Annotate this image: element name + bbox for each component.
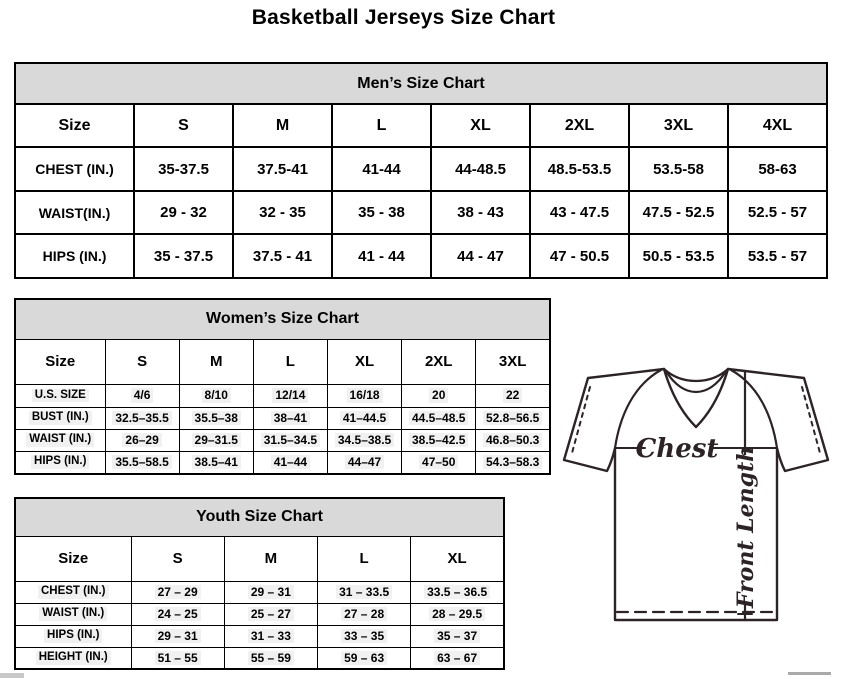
mens-size-header: L <box>332 104 431 147</box>
cell: 52.5 - 57 <box>728 191 827 234</box>
cell: 44 - 47 <box>431 234 530 278</box>
womens-table-title: Women’s Size Chart <box>15 299 550 339</box>
cell: 33.5 – 36.5 <box>411 581 504 603</box>
womens-size-header: M <box>179 339 253 384</box>
cell: 22 <box>476 384 550 407</box>
cell: 25 – 27 <box>224 603 317 625</box>
mens-table-title: Men’s Size Chart <box>15 63 827 104</box>
mens-size-header: 3XL <box>629 104 728 147</box>
cell: 44-48.5 <box>431 147 530 191</box>
cell: 37.5-41 <box>233 147 332 191</box>
cell: 32.5–35.5 <box>105 407 179 429</box>
youth-table-title: Youth Size Chart <box>15 498 504 536</box>
cell: 53.5-58 <box>629 147 728 191</box>
cell: 55 – 59 <box>224 647 317 669</box>
cell: 28 – 29.5 <box>411 603 504 625</box>
mens-size-header: M <box>233 104 332 147</box>
cell: 35 – 37 <box>411 625 504 647</box>
cell: 47 - 50.5 <box>530 234 629 278</box>
row-label: HIPS (IN.) <box>15 234 134 278</box>
cell: 41 - 44 <box>332 234 431 278</box>
cell: 35 - 38 <box>332 191 431 234</box>
womens-size-header: XL <box>327 339 401 384</box>
table-row <box>15 234 827 278</box>
mens-size-header: XL <box>431 104 530 147</box>
row-label: WAIST (IN.) <box>15 603 131 625</box>
youth-size-header: M <box>224 536 317 581</box>
cell: 52.8–56.5 <box>476 407 550 429</box>
cell: 35.5–38 <box>179 407 253 429</box>
cell: 27 – 29 <box>131 581 224 603</box>
cell: 16/18 <box>327 384 401 407</box>
cell: 50.5 - 53.5 <box>629 234 728 278</box>
womens-size-header: L <box>253 339 327 384</box>
mens-size-header: S <box>134 104 233 147</box>
cell: 63 – 67 <box>411 647 504 669</box>
scrollbar-fragment-right <box>788 672 831 675</box>
row-label: WAIST(IN.) <box>15 191 134 234</box>
youth-size-col-header: Size <box>15 536 131 581</box>
cell: 35 - 37.5 <box>134 234 233 278</box>
row-label: HIPS (IN.) <box>15 451 105 474</box>
cell: 43 - 47.5 <box>530 191 629 234</box>
cell: 31 – 33.5 <box>318 581 411 603</box>
cell: 33 – 35 <box>318 625 411 647</box>
cell: 58-63 <box>728 147 827 191</box>
cell: 20 <box>402 384 476 407</box>
row-label: U.S. SIZE <box>15 384 105 407</box>
cell: 4/6 <box>105 384 179 407</box>
cell: 59 – 63 <box>318 647 411 669</box>
cell: 38 - 43 <box>431 191 530 234</box>
youth-size-table <box>14 497 505 670</box>
mens-size-header: 4XL <box>728 104 827 147</box>
cell: 27 – 28 <box>318 603 411 625</box>
cell: 31 – 33 <box>224 625 317 647</box>
table-row <box>15 384 550 407</box>
table-row <box>15 581 504 603</box>
cell: 38.5–42.5 <box>402 429 476 451</box>
table-row <box>15 191 827 234</box>
jersey-outline <box>564 369 828 620</box>
cell: 29 – 31 <box>131 625 224 647</box>
table-row <box>15 647 504 669</box>
cell: 29 – 31 <box>224 581 317 603</box>
mens-size-col-header: Size <box>15 104 134 147</box>
youth-size-header: S <box>131 536 224 581</box>
womens-size-header: 2XL <box>402 339 476 384</box>
chest-label: Chest <box>635 434 719 464</box>
scrollbar-fragment-left <box>0 673 24 678</box>
row-label: BUST (IN.) <box>15 407 105 429</box>
row-label: CHEST (IN.) <box>15 147 134 191</box>
cell: 48.5-53.5 <box>530 147 629 191</box>
table-row <box>15 147 827 191</box>
cell: 47–50 <box>402 451 476 474</box>
page-title: Basketball Jerseys Size Chart <box>251 6 556 29</box>
cell: 44.5–48.5 <box>402 407 476 429</box>
row-label: CHEST (IN.) <box>15 581 131 603</box>
cell: 32 - 35 <box>233 191 332 234</box>
front-length-label: Front Length <box>733 445 759 609</box>
womens-size-header: S <box>105 339 179 384</box>
cell: 8/10 <box>179 384 253 407</box>
womens-size-table <box>14 298 551 475</box>
collar-v-neck <box>664 369 728 427</box>
youth-size-header: L <box>318 536 411 581</box>
armhole-seam-right <box>731 370 777 448</box>
cell: 51 – 55 <box>131 647 224 669</box>
cell: 54.3–58.3 <box>476 451 550 474</box>
cell: 38.5–41 <box>179 451 253 474</box>
cell: 47.5 - 52.5 <box>629 191 728 234</box>
cell: 34.5–38.5 <box>327 429 401 451</box>
cell: 53.5 - 57 <box>728 234 827 278</box>
cell: 24 – 25 <box>131 603 224 625</box>
mens-size-header: 2XL <box>530 104 629 147</box>
cell: 35-37.5 <box>134 147 233 191</box>
table-row <box>15 603 504 625</box>
row-label: WAIST (IN.) <box>15 429 105 451</box>
table-row <box>15 625 504 647</box>
cell: 41-44 <box>332 147 431 191</box>
collar-back-arc <box>664 369 728 381</box>
cell: 29 - 32 <box>134 191 233 234</box>
cell: 41–44 <box>253 451 327 474</box>
cell: 35.5–58.5 <box>105 451 179 474</box>
youth-size-header: XL <box>411 536 504 581</box>
row-label: HEIGHT (IN.) <box>15 647 131 669</box>
cell: 44–47 <box>327 451 401 474</box>
cell: 26–29 <box>105 429 179 451</box>
cell: 46.8–50.3 <box>476 429 550 451</box>
table-row <box>15 407 550 429</box>
cell: 38–41 <box>253 407 327 429</box>
table-row <box>15 429 550 451</box>
mens-size-table <box>14 62 828 279</box>
jersey-diagram <box>558 363 834 629</box>
cell: 31.5–34.5 <box>253 429 327 451</box>
table-row <box>15 451 550 474</box>
cell: 29–31.5 <box>179 429 253 451</box>
cell: 12/14 <box>253 384 327 407</box>
row-label: HIPS (IN.) <box>15 625 131 647</box>
cell: 41–44.5 <box>327 407 401 429</box>
womens-size-header: 3XL <box>476 339 550 384</box>
womens-size-col-header: Size <box>15 339 105 384</box>
cell: 37.5 - 41 <box>233 234 332 278</box>
